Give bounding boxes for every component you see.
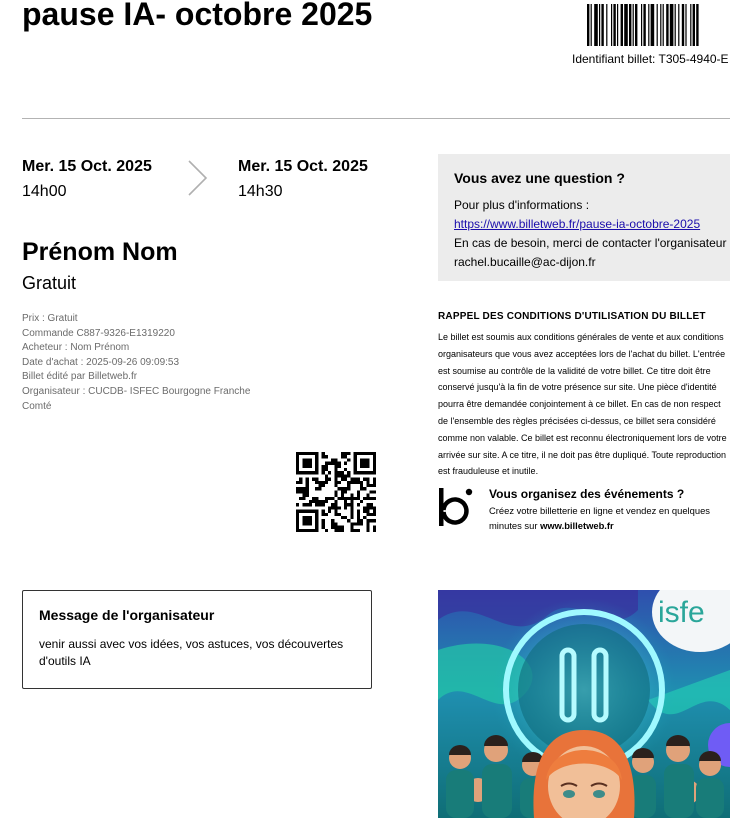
- end-time: 14h30: [238, 183, 283, 200]
- detail-purchase-date: Date d'achat : 2025-09-26 09:09:53: [22, 356, 180, 368]
- conditions-title: RAPPEL DES CONDITIONS D'UTILISATION DU BILLET: [438, 311, 706, 322]
- conditions-line: arrivée sur site. A ce titre, il ne doit pas être dupliqué. Toute reproduction: [438, 449, 726, 460]
- conditions-line: conservé jusqu'à la fin de votre présence sur site. Une pièce d'identité: [438, 382, 717, 393]
- conditions-line: pourra être demandée conjointement à ce billet. En cas de non respect: [438, 399, 721, 410]
- event-link[interactable]: https://www.billetweb.fr/pause-ia-octobre-2025: [454, 217, 701, 231]
- conditions-line: de l'ensemble des règles précisées ci-dessus, ce billet sera considéré: [438, 415, 716, 426]
- billetweb-logo-icon: [438, 486, 474, 533]
- conditions-line: Le billet est soumis aux conditions générales de vente et aux conditions: [438, 332, 724, 342]
- barcode: [587, 4, 730, 46]
- qr-code-icon: [296, 452, 376, 532]
- promo-line: Créez votre billetterie en ligne et vendez en quelques: [489, 505, 710, 516]
- contact-label: En cas de besoin, merci de contacter l'organisateur: [454, 236, 727, 250]
- organizer-message-title: Message de l'organisateur: [39, 607, 215, 623]
- chevron-right-icon: [186, 158, 210, 203]
- promo-title: Vous organisez des événements ?: [489, 487, 685, 501]
- order-details: [22, 312, 292, 414]
- organizer-email: rachel.bucaille@ac-dijon.fr: [454, 255, 596, 269]
- barcode-icon: [587, 4, 730, 46]
- event-poster: [438, 590, 730, 818]
- conditions-line: organisateurs que vous avez acceptées lors de l'achat du billet. L'entrée: [438, 348, 726, 359]
- event-title: pause IA- octobre 2025: [22, 0, 373, 32]
- ticket-price: Gratuit: [22, 273, 77, 293]
- promo-site-link[interactable]: www.billetweb.fr: [540, 519, 614, 531]
- detail-price: Prix : Gratuit: [22, 313, 78, 324]
- conditions-line: comme non valable. Ce billet est reconnu électroniquement lors de votre: [438, 432, 727, 443]
- qr-code: [296, 452, 376, 537]
- organizer-message-body: venir aussi avec vos idées, vos astuces, vos découvertes d'outils IA: [39, 637, 344, 668]
- detail-organizer: Organisateur : CUCDB- ISFEC Bourgogne Franche: [22, 385, 251, 397]
- start-date: Mer. 15 Oct. 2025: [22, 158, 152, 175]
- end-date: Mer. 15 Oct. 2025: [238, 158, 368, 175]
- start-time: 14h00: [22, 183, 67, 200]
- question-title: Vous avez une question ?: [454, 170, 625, 186]
- detail-order: Commande C887-9326-E1319220: [22, 327, 175, 339]
- ticket-id: Identifiant billet: T305-4940-E: [572, 52, 729, 66]
- question-panel: [438, 154, 730, 281]
- conditions-line: est soumise au contrôle de la validité de votre billet. Ce titre doit être: [438, 365, 711, 376]
- holder-name: Prénom Nom: [22, 238, 178, 266]
- promo-line-prefix: minutes sur: [489, 519, 541, 531]
- organizer-message-box: [22, 590, 372, 689]
- detail-issuer: Billet édité par Billetweb.fr: [22, 371, 138, 383]
- detail-buyer: Acheteur : Nom Prénom: [22, 342, 130, 354]
- conditions-section: [438, 311, 730, 480]
- header-divider: [22, 118, 730, 119]
- conditions-text: [438, 329, 730, 480]
- conditions-line: est frauduleuse et inutile.: [438, 466, 539, 477]
- promo-section: [489, 487, 730, 533]
- detail-organizer-cont: Comté: [22, 400, 52, 412]
- poster-logo-text: isfe: [658, 596, 705, 629]
- info-label: Pour plus d'informations :: [454, 198, 590, 212]
